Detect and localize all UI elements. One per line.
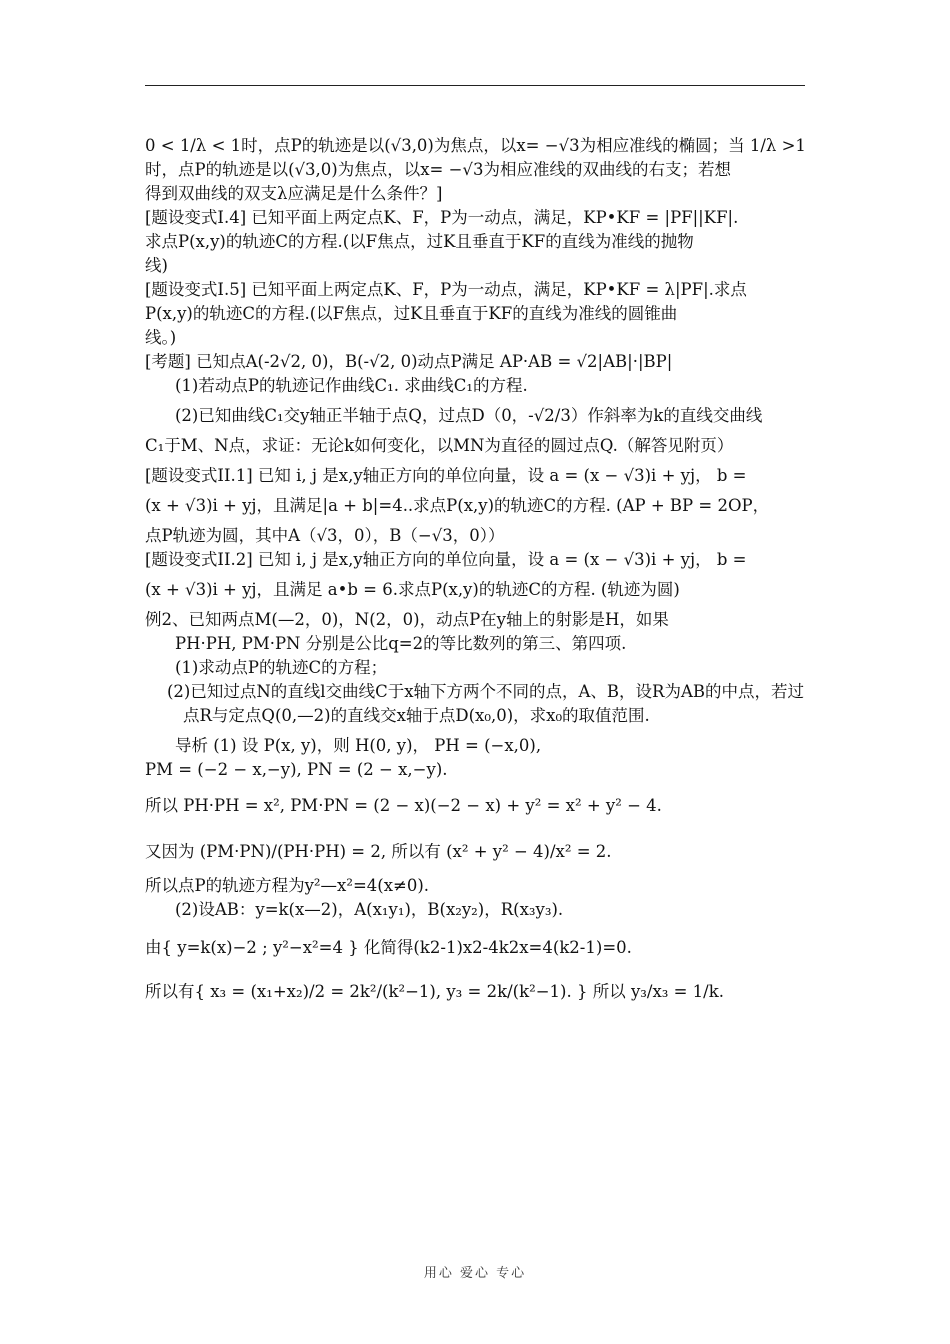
- text-line: 线): [145, 256, 168, 275]
- text-line: 例2、已知两点M(—2，0)，N(2，0)，动点P在y轴上的射影是H，如果: [145, 610, 669, 629]
- header-rule: [145, 85, 805, 86]
- text-line: PH·PH, PM·PN 分别是公比q=2的等比数列的第三、第四项.: [175, 634, 627, 653]
- text-line: 又因为 (PM·PN)/(PH·PH) = 2, 所以有 (x² + y² − 4)/x² = 2.: [145, 842, 612, 861]
- text-line: 线。): [145, 328, 177, 347]
- text-line: 0 < 1/λ < 1时，点P的轨迹是以(√3,0)为焦点，以x= −√3为相应准线的椭圆；当 1/λ >1: [145, 136, 806, 155]
- text-line: 由{ y=k(x)−2 ; y²−x²=4 } 化简得(k2-1)x2-4k2x=4(k2-1)=0.: [145, 938, 632, 957]
- text-line: [考题] 已知点A(-2√2, 0)，B(-√2, 0)动点P满足 AP·AB = √2|AB|·|BP|: [145, 352, 673, 371]
- page-footer: 用心 爱心 专心: [423, 1266, 527, 1281]
- text-line: 导析 (1) 设 P(x, y)，则 H(0, y)， PH = (−x,0),: [175, 736, 542, 755]
- text-line: (1)求动点P的轨迹C的方程；: [175, 658, 388, 677]
- text-line: P(x,y)的轨迹C的方程.(以F焦点，过K且垂直于KF的直线为准线的圆锥曲: [145, 304, 678, 323]
- text-line: PM = (−2 − x,−y), PN = (2 − x,−y).: [145, 760, 448, 779]
- text-line: (x + √3)i + yj，且满足 a•b = 6.求点P(x,y)的轨迹C的方程. (轨迹为圆): [145, 580, 680, 599]
- text-line: (2)设AB：y=k(x—2)，A(x₁y₁)，B(x₂y₂)，R(x₃y₃).: [175, 900, 564, 919]
- text-line: 所以 PH·PH = x², PM·PN = (2 − x)(−2 − x) + y² = x² + y² − 4.: [145, 796, 662, 815]
- document-body: [145, 134, 807, 1004]
- text-line: (2)已知过点N的直线l交曲线C于x轴下方两个不同的点，A、B，设R为AB的中点，若过点R与定点Q(0,—2)的直线交x轴于点D(x₀,0)，求x₀的取值范围.: [167, 682, 805, 725]
- text-line: (x + √3)i + yj，且满足|a + b|=4..求点P(x,y)的轨迹C的方程. (AP + BP = 2OP，: [145, 496, 770, 515]
- text-line: C₁于M、N点，求证：无论k如何变化，以MN为直径的圆过点Q.（解答见附页）: [145, 436, 734, 455]
- text-line: 时，点P的轨迹是以(√3,0)为焦点，以x= −√3为相应准线的双曲线的右支；若想: [145, 160, 731, 179]
- text-line: [题设变式II.2] 已知 i, j 是x,y轴正方向的单位向量，设 a = (x − √3)i + yj， b =: [145, 550, 747, 569]
- text-line: [题设变式I.5] 已知平面上两定点K、F，P为一动点，满足，KP•KF = λ|PF|.求点: [145, 280, 747, 299]
- text-line: (2)已知曲线C₁交y轴正半轴于点Q，过点D（0，-√2/3）作斜率为k的直线交曲线: [175, 406, 763, 425]
- text-line: 求点P(x,y)的轨迹C的方程.(以F焦点，过K且垂直于KF的直线为准线的抛物: [145, 232, 694, 251]
- text-line: 所以有{ x₃ = (x₁+x₂)/2 = 2k²/(k²−1), y₃ = 2k/(k²−1). } 所以 y₃/x₃ = 1/k.: [145, 982, 724, 1001]
- text-line: 得到双曲线的双支λ应满足是什么条件？]: [145, 184, 443, 203]
- text-line: (1)若动点P的轨迹记作曲线C₁. 求曲线C₁的方程.: [175, 376, 528, 395]
- text-line: [题设变式I.4] 已知平面上两定点K、F，P为一动点，满足，KP•KF = |PF||KF|.: [145, 208, 739, 227]
- text-line: 所以点P的轨迹方程为y²—x²=4(x≠0).: [145, 876, 430, 895]
- text-line: [题设变式II.1] 已知 i, j 是x,y轴正方向的单位向量，设 a = (x − √3)i + yj， b =: [145, 466, 747, 485]
- text-line: 点P轨迹为圆，其中A（√3，0），B（−√3，0））: [145, 526, 505, 545]
